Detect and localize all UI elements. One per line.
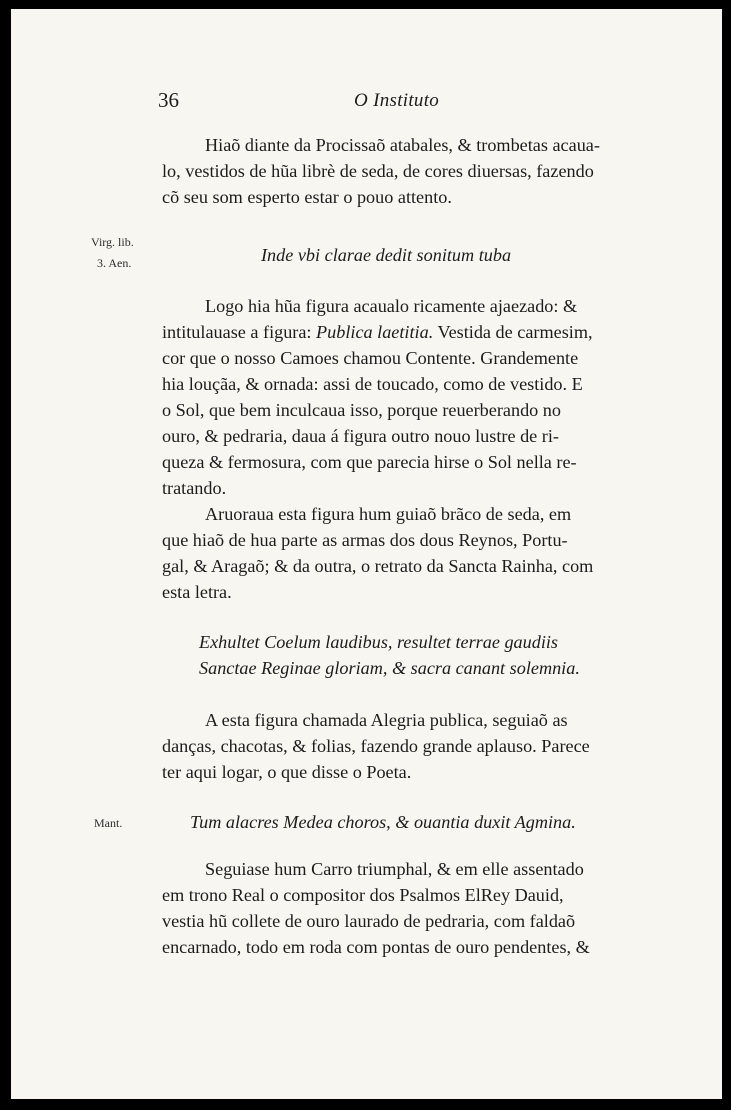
- paragraph-1-line: lo, vestidos de hũa librè de seda, de cores diuersas, fazendo: [162, 161, 594, 181]
- paragraph-4-line: A esta figura chamada Alegria publica, seguiaõ as: [205, 710, 568, 730]
- latin-quote: Sanctae Reginae gloriam, & sacra canant solemnia.: [199, 658, 580, 678]
- paragraph-3-line: esta letra.: [162, 582, 232, 602]
- paragraph-2-line: queza & fermosura, com que parecia hirse o Sol nella re-: [162, 452, 577, 472]
- paragraph-2-line: hia louçãa, & ornada: assi de toucado, como de vestido. E: [162, 374, 583, 394]
- paragraph-1-line: Hiaõ diante da Procissaõ atabales, & trombetas acaua-: [205, 135, 600, 155]
- latin-quote: Inde vbi clarae dedit sonitum tuba: [261, 245, 512, 265]
- paragraph-4-line: danças, chacotas, & folias, fazendo grande aplauso. Parece: [162, 736, 590, 756]
- margin-note-virg-2: 3. Aen.: [97, 256, 132, 270]
- margin-note-mant: Mant.: [94, 816, 123, 830]
- paragraph-5-line: encarnado, todo em roda com pontas de ouro pendentes, &: [162, 937, 590, 957]
- document-page: [11, 9, 722, 1099]
- latin-quote: Exhultet Coelum laudibus, resultet terrae gaudiis: [199, 632, 558, 652]
- paragraph-5-line: em trono Real o compositor dos Psalmos ElRey Dauid,: [162, 885, 564, 905]
- paragraph-3-line: Aruoraua esta figura hum guiaõ brãco de seda, em: [205, 504, 572, 524]
- text-run: intitulauase a figura:: [162, 322, 312, 342]
- paragraph-5-line: vestia hũ collete de ouro laurado de pedraria, com faldaõ: [162, 911, 576, 931]
- margin-note-virg-1: Virg. lib.: [91, 235, 134, 249]
- paragraph-2-line: o Sol, que bem inculcaua isso, porque reuerberando no: [162, 400, 561, 420]
- text-run: Vestida de carmesim,: [437, 322, 593, 342]
- paragraph-4-line: ter aqui logar, o que disse o Poeta.: [162, 762, 412, 782]
- paragraph-2-line: tratando.: [162, 478, 227, 498]
- paragraph-2-line: Logo hia hũa figura acaualo ricamente ajaezado: &: [205, 296, 578, 316]
- paragraph-5-line: Seguiase hum Carro triumphal, & em elle assentado: [205, 859, 584, 879]
- paragraph-3-line: que hiaõ de hua parte as armas dos dous Reynos, Portu-: [162, 530, 568, 550]
- paragraph-3-line: gal, & Aragaõ; & da outra, o retrato da Sancta Rainha, com: [162, 556, 594, 576]
- paragraph-2-line: ouro, & pedraria, daua á figura outro nouo lustre de ri-: [162, 426, 559, 446]
- emphasis-publica-laetitia: Publica laetitia.: [316, 322, 434, 342]
- paragraph-2-line-2: [162, 320, 593, 344]
- running-title: O Instituto: [354, 90, 440, 111]
- paragraph-2-line: cor que o nosso Camoes chamou Contente. Grandemente: [162, 348, 579, 368]
- paragraph-1-line: cõ seu som esperto estar o pouo attento.: [162, 187, 452, 207]
- latin-quote: Tum alacres Medea choros, & ouantia duxit Agmina.: [190, 812, 576, 832]
- page-number: 36: [158, 88, 179, 112]
